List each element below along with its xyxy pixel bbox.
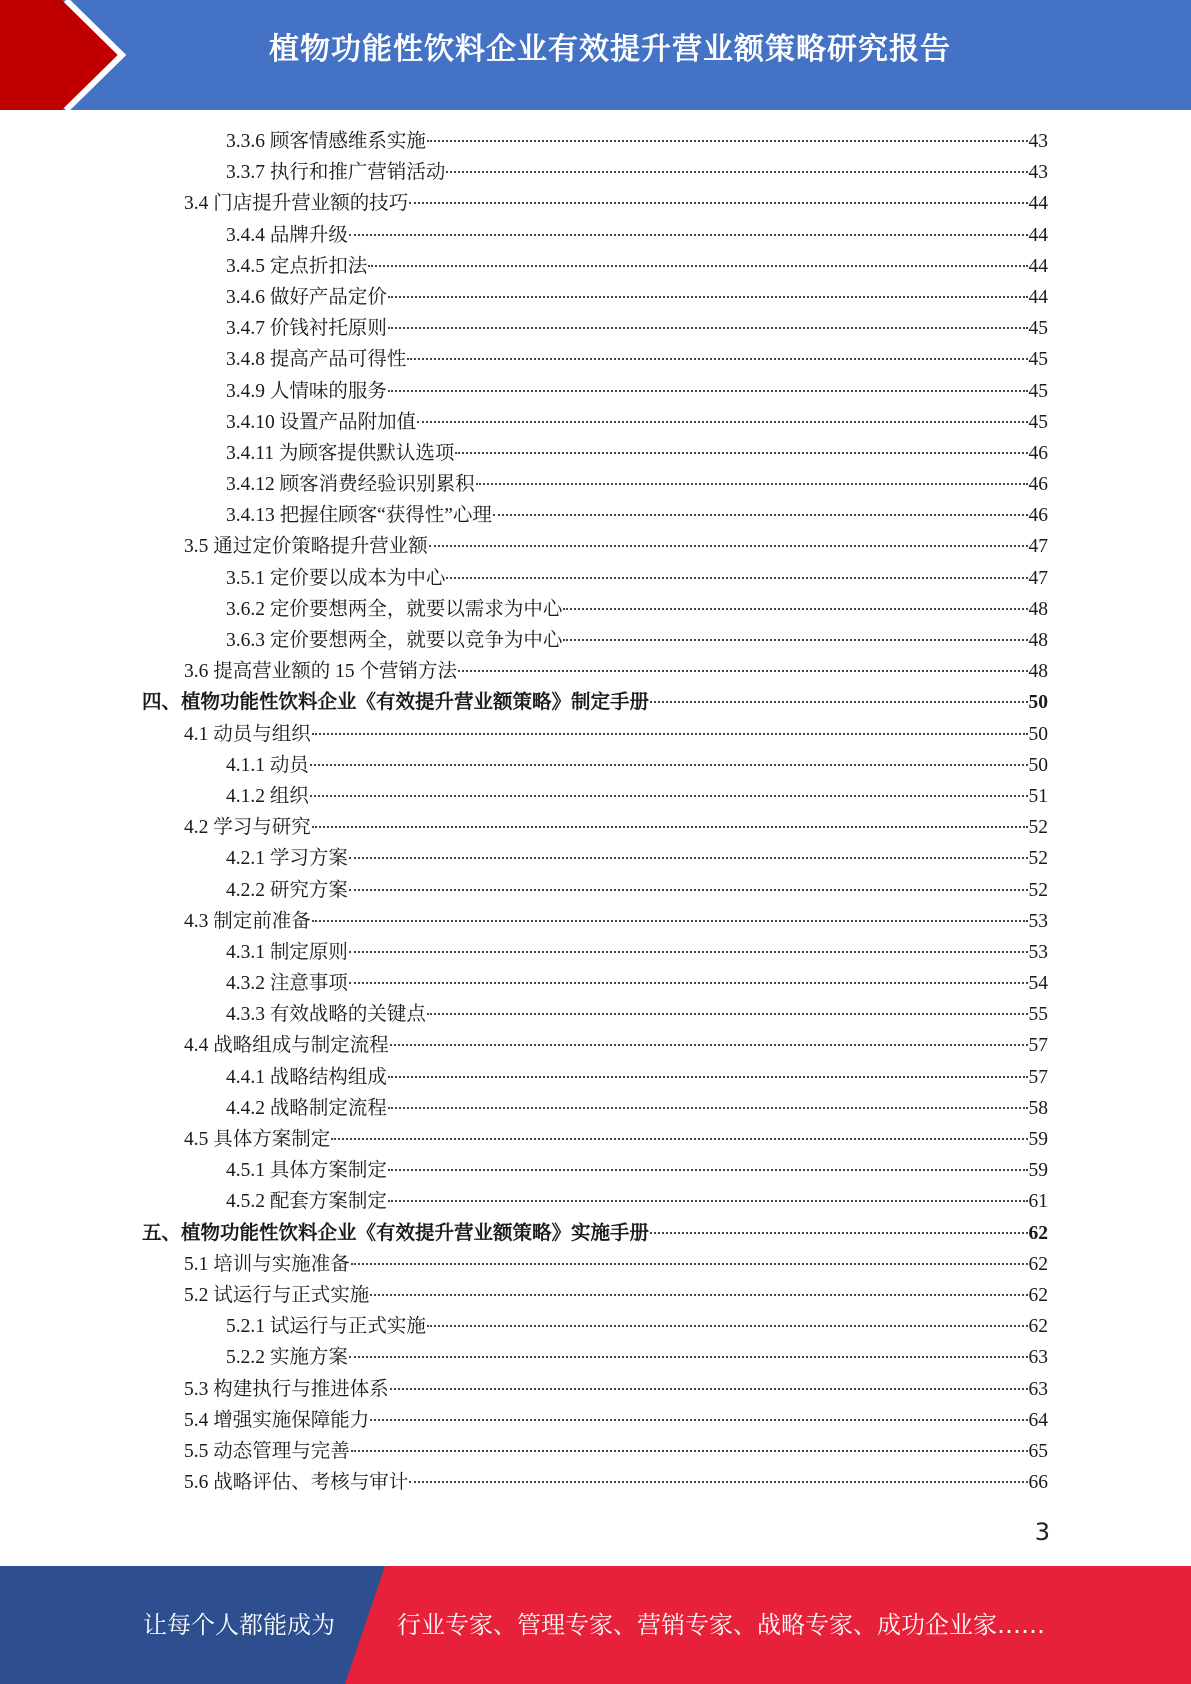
toc-entry[interactable]: [142, 282, 1048, 313]
toc-entry[interactable]: [142, 126, 1048, 157]
toc-entry[interactable]: [142, 656, 1048, 687]
toc-entry-title: 3.4.5 定点折扣法: [226, 255, 368, 277]
toc-entry-title: 4.2.2 研究方案: [226, 879, 348, 901]
toc-entry[interactable]: [142, 1436, 1048, 1467]
page-number: 3: [1034, 1518, 1050, 1546]
toc-entry-page: 43: [1028, 162, 1048, 184]
toc-entry-title: 3.6.2 定价要想两全，就要以需求为中心: [226, 598, 563, 620]
toc-entry-page: 57: [1028, 1035, 1048, 1057]
toc-entry-page: 52: [1028, 817, 1048, 839]
toc-dot-leader: [650, 1232, 1027, 1234]
toc-entry-page: 48: [1028, 630, 1048, 651]
toc-dot-leader: [370, 1294, 1027, 1296]
toc-entry-title: 3.5.1 定价要以成本为中心: [226, 567, 446, 589]
toc-dot-leader: [476, 483, 1028, 485]
toc-entry-title: 4.4.1 战略结构组成: [226, 1066, 387, 1088]
toc-dot-leader: [312, 826, 1028, 828]
toc-entry-page: 64: [1028, 1409, 1048, 1431]
toc-dot-leader: [349, 951, 1028, 953]
toc-dot-leader: [349, 857, 1028, 859]
toc-entry[interactable]: [142, 313, 1048, 344]
toc-dot-leader: [409, 1481, 1027, 1483]
toc-entry[interactable]: [142, 719, 1048, 750]
toc-entry[interactable]: [142, 1062, 1048, 1093]
toc-entry-title: 3.4.11 为顾客提供默认选项: [226, 442, 455, 464]
toc-entry-page: 53: [1028, 941, 1048, 963]
toc-entry[interactable]: [142, 1342, 1048, 1373]
toc-dot-leader: [427, 1013, 1028, 1015]
toc-entry[interactable]: [142, 469, 1048, 500]
toc-entry-title: 4.5.2 配套方案制定: [226, 1191, 387, 1213]
toc-entry[interactable]: [142, 438, 1048, 469]
page-header: [0, 0, 1191, 110]
toc-entry-page: 44: [1028, 224, 1048, 246]
toc-entry-page: 62: [1028, 1222, 1048, 1244]
toc-entry[interactable]: [142, 781, 1048, 812]
toc-entry[interactable]: [142, 1155, 1048, 1186]
toc-dot-leader: [446, 171, 1027, 173]
toc-entry-page: 45: [1028, 349, 1048, 371]
toc-entry-title: 4.3 制定前准备: [184, 910, 311, 932]
toc-entry[interactable]: [142, 875, 1048, 906]
toc-entry[interactable]: [142, 968, 1048, 999]
toc-entry[interactable]: [142, 251, 1048, 282]
toc-entry-page: 62: [1028, 1316, 1048, 1338]
toc-entry[interactable]: [142, 906, 1048, 937]
toc-entry-title: 四、植物功能性饮料企业《有效提升营业额策略》制定手册: [142, 692, 650, 714]
toc-entry-title: 3.4.9 人情味的服务: [226, 380, 387, 402]
toc-entry[interactable]: [142, 999, 1048, 1030]
toc-entry-page: 44: [1028, 255, 1048, 277]
toc-dot-leader: [312, 920, 1028, 922]
toc-entry[interactable]: [142, 188, 1048, 219]
toc-entry-title: 3.4.8 提高产品可得性: [226, 349, 407, 371]
toc-entry[interactable]: [142, 220, 1048, 251]
toc-dot-leader: [388, 1107, 1028, 1109]
toc-entry[interactable]: [142, 843, 1048, 874]
toc-dot-leader: [455, 452, 1027, 454]
toc-dot-leader: [446, 577, 1027, 579]
toc-entry-title: 4.1.1 动员: [226, 754, 309, 776]
toc-entry-page: 66: [1028, 1472, 1048, 1494]
toc-entry-title: 4.1.2 组织: [226, 785, 309, 807]
toc-entry-page: 59: [1028, 1129, 1048, 1150]
toc-entry-page: 65: [1028, 1440, 1048, 1462]
toc-entry-title: 4.2.1 学习方案: [226, 848, 348, 870]
toc-entry[interactable]: [142, 500, 1048, 531]
toc-entry-title: 3.6.3 定价要想两全，就要以竞争为中心: [226, 630, 563, 651]
toc-entry-title: 4.3.3 有效战略的关键点: [226, 1004, 426, 1026]
toc-dot-leader: [349, 234, 1028, 236]
toc-entry-title: 五、植物功能性饮料企业《有效提升营业额策略》实施手册: [142, 1222, 650, 1244]
page-footer: [0, 1566, 1191, 1684]
toc-entry[interactable]: [142, 594, 1048, 625]
toc-entry-page: 57: [1028, 1066, 1048, 1088]
toc-dot-leader: [368, 265, 1027, 267]
toc-entry-page: 58: [1028, 1097, 1048, 1119]
toc-entry[interactable]: [142, 937, 1048, 968]
toc-dot-leader: [388, 390, 1028, 392]
toc-entry-title: 4.5 具体方案制定: [184, 1129, 331, 1150]
toc-entry[interactable]: [142, 344, 1048, 375]
toc-entry-title: 3.3.6 顾客情感维系实施: [226, 131, 426, 152]
toc-dot-leader: [409, 202, 1027, 204]
footer-slogan-left: 让每个人都能成为: [143, 1611, 335, 1639]
toc-entry-title: 5.5 动态管理与完善: [184, 1440, 350, 1462]
toc-dot-leader: [417, 421, 1027, 423]
toc-entry-page: 50: [1028, 723, 1048, 745]
toc-dot-leader: [349, 1356, 1028, 1358]
toc-entry-page: 46: [1028, 505, 1048, 527]
toc-entry-title: 3.4.12 顾客消费经验识别累积: [226, 474, 475, 496]
toc-entry-page: 59: [1028, 1160, 1048, 1182]
toc-entry-page: 53: [1028, 910, 1048, 932]
toc-entry-page: 63: [1028, 1378, 1048, 1400]
toc-entry[interactable]: [142, 1405, 1048, 1436]
toc-entry-title: 3.4.13 把握住顾客“获得性”心理: [226, 505, 492, 527]
toc-dot-leader: [351, 1263, 1028, 1265]
toc-entry-title: 4.3.1 制定原则: [226, 941, 348, 963]
toc-entry-title: 5.4 增强实施保障能力: [184, 1409, 370, 1431]
toc-entry-title: 4.3.2 注意事项: [226, 973, 348, 995]
toc-entry-page: 48: [1028, 661, 1048, 683]
toc-dot-leader: [388, 1200, 1028, 1202]
toc-entry-page: 45: [1028, 411, 1048, 433]
toc-dot-leader: [331, 1138, 1027, 1140]
toc-dot-leader: [370, 1419, 1027, 1421]
toc-entry[interactable]: [142, 1467, 1048, 1498]
toc-entry[interactable]: [142, 1280, 1048, 1311]
toc-dot-leader: [388, 296, 1028, 298]
toc-entry[interactable]: [142, 1218, 1048, 1249]
toc-dot-leader: [388, 327, 1028, 329]
toc-entry-title: 3.4.4 品牌升级: [226, 224, 348, 246]
header-chevron-icon: [0, 0, 160, 110]
toc-entry[interactable]: [142, 563, 1048, 594]
toc-entry[interactable]: [142, 1311, 1048, 1342]
toc-entry[interactable]: [142, 1093, 1048, 1124]
toc-entry[interactable]: [142, 1249, 1048, 1280]
toc-entry-title: 3.3.7 执行和推广营销活动: [226, 162, 446, 184]
toc-entry-page: 44: [1028, 193, 1048, 215]
toc-dot-leader: [310, 764, 1028, 766]
toc-entry-page: 51: [1028, 785, 1048, 807]
toc-entry-page: 50: [1028, 754, 1048, 776]
toc-entry-page: 45: [1028, 318, 1048, 340]
toc-entry-title: 3.4.7 价钱衬托原则: [226, 318, 387, 340]
toc-entry-page: 52: [1028, 848, 1048, 870]
toc-entry-page: 61: [1028, 1191, 1048, 1213]
toc-entry[interactable]: [142, 625, 1048, 656]
toc-entry-page: 54: [1028, 973, 1048, 995]
toc-entry-page: 48: [1028, 598, 1048, 620]
toc-entry-title: 4.4 战略组成与制定流程: [184, 1035, 389, 1057]
toc-entry-page: 46: [1028, 474, 1048, 496]
toc-dot-leader: [563, 608, 1027, 610]
toc-dot-leader: [349, 982, 1028, 984]
toc-entry[interactable]: [142, 1186, 1048, 1217]
toc-entry-page: 62: [1028, 1284, 1048, 1306]
toc-dot-leader: [388, 1169, 1028, 1171]
toc-entry-page: 63: [1028, 1347, 1048, 1369]
footer-slogan-right: 行业专家、管理专家、营销专家、战略专家、成功企业家……: [397, 1611, 1045, 1639]
toc-dot-leader: [312, 733, 1028, 735]
toc-entry-title: 3.6 提高营业额的 15 个营销方法: [184, 661, 458, 683]
toc-dot-leader: [310, 795, 1028, 797]
toc-entry-page: 46: [1028, 442, 1048, 464]
toc-entry-page: 50: [1028, 692, 1048, 714]
toc-entry[interactable]: [142, 1374, 1048, 1405]
toc-dot-leader: [390, 1044, 1028, 1046]
toc-dot-leader: [563, 639, 1027, 641]
toc-entry-title: 4.4.2 战略制定流程: [226, 1097, 387, 1119]
toc-entry-page: 43: [1028, 131, 1048, 152]
toc-dot-leader: [458, 670, 1027, 672]
toc-dot-leader: [427, 1325, 1028, 1327]
toc-dot-leader: [493, 514, 1028, 516]
toc-entry[interactable]: [142, 376, 1048, 407]
toc-dot-leader: [390, 1388, 1028, 1390]
toc-entry-page: 45: [1028, 380, 1048, 402]
toc-dot-leader: [388, 1076, 1028, 1078]
toc-entry-title: 3.4.6 做好产品定价: [226, 286, 387, 308]
toc-entry-title: 4.1 动员与组织: [184, 723, 311, 745]
toc-entry[interactable]: [142, 812, 1048, 843]
toc-dot-leader: [351, 1450, 1028, 1452]
toc-entry[interactable]: [142, 750, 1048, 781]
toc-dot-leader: [650, 701, 1027, 703]
toc-entry-title: 5.1 培训与实施准备: [184, 1253, 350, 1275]
toc-entry-title: 4.5.1 具体方案制定: [226, 1160, 387, 1182]
toc-entry-title: 3.4.10 设置产品附加值: [226, 411, 417, 433]
toc-entry[interactable]: [142, 531, 1048, 562]
toc-entry-title: 5.2.2 实施方案: [226, 1347, 348, 1369]
toc-entry-title: 3.4 门店提升营业额的技巧: [184, 193, 409, 215]
toc-entry-page: 62: [1028, 1253, 1048, 1275]
table-of-contents: [142, 126, 1048, 1498]
toc-dot-leader: [407, 358, 1027, 360]
toc-entry-title: 5.2.1 试运行与正式实施: [226, 1316, 426, 1338]
toc-entry[interactable]: [142, 157, 1048, 188]
toc-entry[interactable]: [142, 1124, 1048, 1155]
toc-dot-leader: [429, 545, 1028, 547]
toc-entry-page: 47: [1028, 567, 1048, 589]
toc-entry-page: 52: [1028, 879, 1048, 901]
toc-entry-title: 5.2 试运行与正式实施: [184, 1284, 370, 1306]
toc-entry-page: 44: [1028, 286, 1048, 308]
toc-entry[interactable]: [142, 687, 1048, 718]
document-title: 植物功能性饮料企业有效提升营业额策略研究报告: [269, 32, 951, 67]
toc-entry-title: 5.3 构建执行与推进体系: [184, 1378, 389, 1400]
toc-dot-leader: [349, 889, 1028, 891]
toc-entry-title: 3.5 通过定价策略提升营业额: [184, 536, 428, 558]
toc-entry-title: 4.2 学习与研究: [184, 817, 311, 839]
toc-entry[interactable]: [142, 1030, 1048, 1061]
toc-entry[interactable]: [142, 407, 1048, 438]
toc-dot-leader: [427, 140, 1028, 142]
toc-entry-title: 5.6 战略评估、考核与审计: [184, 1472, 409, 1494]
toc-entry-page: 47: [1028, 536, 1048, 558]
toc-entry-page: 55: [1028, 1004, 1048, 1026]
